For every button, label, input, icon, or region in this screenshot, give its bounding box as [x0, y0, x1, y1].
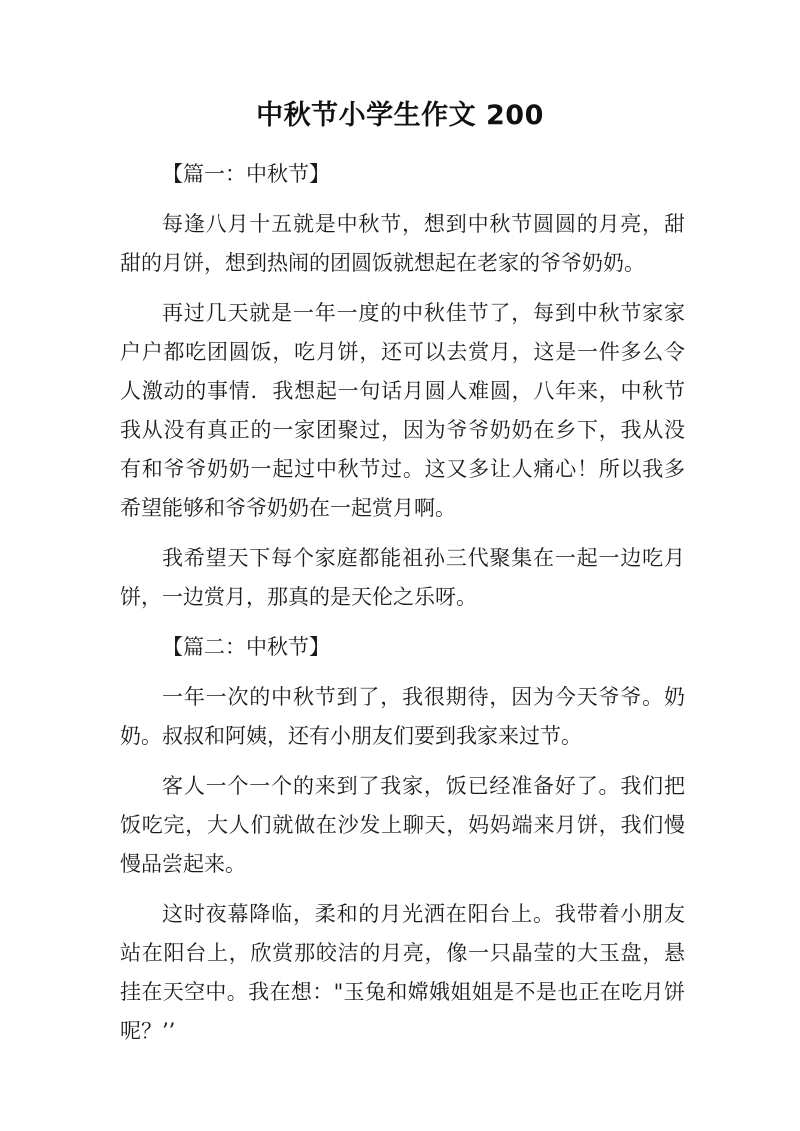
section-heading-1: 【篇一：中秋节】 [162, 162, 330, 186]
section-heading-2: 【篇二：中秋节】 [162, 635, 330, 659]
paragraph: 这时夜幕降临，柔和的月光洒在阳台上。我带着小朋友站在阳台上，欣赏那皎洁的月亮，像一只晶莹的大玉盘，悬挂在天空中。我在想："玉兔和嫦娥姐姐是不是也正在吃月饼呢？’’ [120, 902, 685, 1043]
paragraph: 一年一次的中秋节到了，我很期待，因为今天爷爷。奶奶。叔叔和阿姨，还有小朋友们要到我家来过节。 [120, 685, 685, 748]
document-title: 中秋节小学生作文 200 [256, 100, 544, 131]
paragraph: 客人一个一个的来到了我家，饭已经准备好了。我们把饭吃完，大人们就做在沙发上聊天，妈妈端来月饼，我们慢慢品尝起来。 [120, 774, 685, 876]
paragraph: 再过几天就是一年一度的中秋佳节了，每到中秋节家家户户都吃团圆饭，吃月饼，还可以去赏月，这是一件多么令人激动的事情．我想起一句话月圆人难圆，八年来，中秋节我从没有真正的一家团聚过，因为爷爷奶奶在乡下，我从没有和爷爷奶奶一起过中秋节过。这又多让人痛心！所以我多希望能够和爷爷奶奶在一起赏月啊。 [120, 301, 685, 520]
paragraph: 我希望天下每个家庭都能祖孙三代聚集在一起一边吃月饼，一边赏月，那真的是天伦之乐呀。 [120, 546, 685, 609]
paragraph: 每逢八月十五就是中秋节，想到中秋节圆圆的月亮，甜甜的月饼，想到热闹的团圆饭就想起在老家的爷爷奶奶。 [120, 212, 685, 275]
document-body [120, 155, 685, 1062]
